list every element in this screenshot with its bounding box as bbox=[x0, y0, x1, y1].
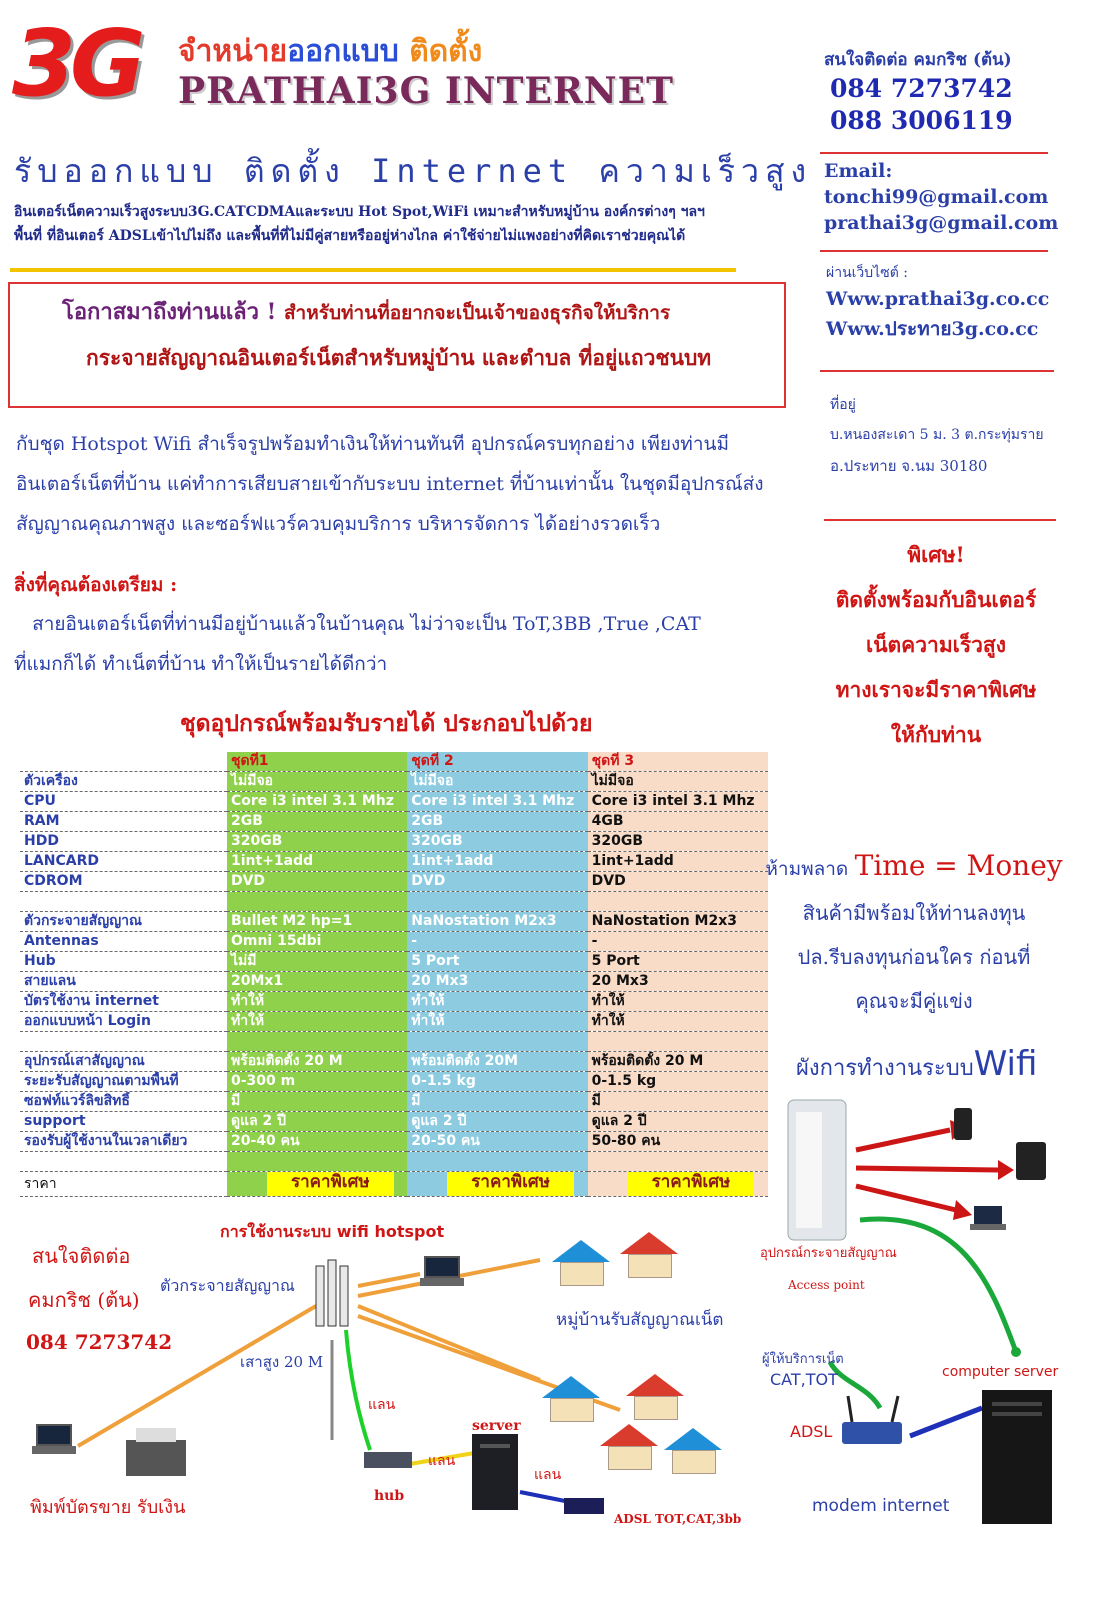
wifi-arrow bbox=[856, 1120, 1014, 1220]
package-3-cell: 0-1.5 kg bbox=[588, 1072, 768, 1092]
access-point-icon bbox=[788, 1100, 846, 1240]
lan-label: แลน bbox=[534, 1467, 562, 1483]
opportunity-box bbox=[8, 282, 786, 408]
package-3-cell bbox=[588, 1152, 768, 1172]
printer-label: พิมพ์บัตรขาย รับเงิน bbox=[30, 1497, 186, 1518]
package-3-cell: 5 Port bbox=[588, 952, 768, 972]
package-2-cell: ทำให้ bbox=[407, 1012, 587, 1032]
divider bbox=[824, 519, 1056, 521]
ap-sub-label: Access point bbox=[788, 1278, 865, 1292]
package-3-cell: ทำให้ bbox=[588, 992, 768, 1012]
page-headline: รับออกแบบ ติดตั้ง Internet ความเร็วสูง bbox=[14, 152, 813, 190]
package-1-cell: 20-40 คน bbox=[227, 1132, 407, 1152]
laptop-icon bbox=[970, 1206, 1006, 1230]
row-label: RAM bbox=[20, 812, 227, 832]
router-icon bbox=[842, 1396, 902, 1444]
table-row bbox=[20, 792, 768, 812]
package-2-cell bbox=[407, 1152, 587, 1172]
package-1-cell: Core i3 intel 3.1 Mhz bbox=[227, 792, 407, 812]
package-1-cell: 0-300 m bbox=[227, 1072, 407, 1092]
package-table-title: ชุดอุปกรณ์พร้อมรับรายได้ ประกอบไปด้วย bbox=[180, 710, 593, 737]
lan-label: แลน bbox=[428, 1453, 456, 1469]
package-1-cell: Bullet M2 hp=1 bbox=[227, 912, 407, 932]
lan-label: แลน bbox=[368, 1397, 396, 1413]
special-offer bbox=[820, 532, 1052, 757]
package-2-cell: 320GB bbox=[407, 832, 587, 852]
connection-line bbox=[78, 1306, 316, 1446]
distributor-label: ตัวกระจายสัญญาณ bbox=[160, 1276, 295, 1295]
special-price-button[interactable]: ราคาพิเศษ bbox=[628, 1172, 755, 1197]
wifi-title-word: Wifi bbox=[973, 1044, 1038, 1084]
ap-label: อุปกรณ์กระจายสัญญาณ bbox=[760, 1246, 897, 1261]
adsl-label: ADSL bbox=[790, 1422, 833, 1441]
package-3-cell: 320GB bbox=[588, 832, 768, 852]
opportunity-lead: โอกาสมาถึงท่านแล้ว ! bbox=[62, 299, 277, 325]
tagline-design: ออกแบบ bbox=[287, 34, 399, 69]
description-line-1: กับชุด Hotspot Wifi สำเร็จรูปพร้อมทำเงินให้ท่านทันที อุปกรณ์ครบทุกอย่าง เพียงท่านมี bbox=[16, 433, 730, 455]
row-label: ตัวกระจายสัญญาณ bbox=[20, 912, 227, 932]
package-3-cell: ไม่มีจอ bbox=[588, 772, 768, 792]
opportunity-line-2: กระจายสัญญาณอินเตอร์เน็ตสำหรับหมู่บ้าน และตำบล ที่อยู่แถวชนบท bbox=[86, 345, 712, 370]
brand-logo-3g: 3G bbox=[12, 10, 140, 117]
package-1-cell: พร้อมติดตั้ง 20 M bbox=[227, 1052, 407, 1072]
isp-label: ผู้ให้บริการเน็ต bbox=[762, 1352, 844, 1367]
hotspot-diagram-title: การใช้งานระบบ wifi hotspot bbox=[220, 1222, 445, 1241]
contact-callout-phone[interactable]: 084 7273742 bbox=[26, 1330, 173, 1354]
website-label: ผ่านเว็บไซต์ : bbox=[826, 265, 908, 281]
tablet-icon bbox=[1016, 1142, 1046, 1180]
package-1-cell: Omni 15dbi bbox=[227, 932, 407, 952]
package-3-cell: พร้อมติดตั้ง 20 M bbox=[588, 1052, 768, 1072]
package-3-cell: DVD bbox=[588, 872, 768, 892]
row-label bbox=[20, 892, 227, 912]
special-line-2: ติดตั้งพร้อมกับอินเตอร์ bbox=[835, 587, 1037, 612]
adsl-provider-label: ADSL TOT,CAT,3bb bbox=[614, 1512, 742, 1526]
row-label bbox=[20, 1032, 227, 1052]
connection-line bbox=[910, 1408, 982, 1436]
price-cell bbox=[588, 1172, 768, 1197]
email-link-2[interactable]: prathai3g@gmail.com bbox=[824, 212, 1059, 234]
package-1-cell: ไม่มี bbox=[227, 952, 407, 972]
modem-label: modem internet bbox=[812, 1496, 950, 1516]
description-line-3: สัญญาณคุณภาพสูง และซอร์ฟแวร์ควบคุมบริการ บริหารจัดการ ได้อย่างรวดเร็ว bbox=[16, 513, 661, 535]
promo-dont-miss: ห้ามพลาด bbox=[765, 858, 849, 880]
contact-callout-2: คมกริช (ต้น) bbox=[28, 1288, 140, 1312]
package-2-cell: ชุดที่ 2 bbox=[407, 752, 587, 772]
row-label: ระยะรับสัญญาณตามพื้นที่ bbox=[20, 1072, 227, 1092]
package-2-cell: ไม่มีจอ bbox=[407, 772, 587, 792]
table-row bbox=[20, 1012, 768, 1032]
package-2-cell: ทำให้ bbox=[407, 992, 587, 1012]
promo-line-3: ปล.รีบลงทุนก่อนใคร ก่อนที่ bbox=[797, 945, 1031, 969]
price-row bbox=[20, 1172, 768, 1197]
package-2-cell: DVD bbox=[407, 872, 587, 892]
package-1-cell: ดูแล 2 ปี bbox=[227, 1112, 407, 1132]
package-3-cell: ชุดที่ 3 bbox=[588, 752, 768, 772]
intro-text bbox=[14, 200, 734, 248]
package-1-cell: 20Mx1 bbox=[227, 972, 407, 992]
package-2-cell: 1int+1add bbox=[407, 852, 587, 872]
row-label: CDROM bbox=[20, 872, 227, 892]
tagline-sell: จำหน่าย bbox=[178, 34, 288, 69]
brand-name: PRATHAI3G INTERNET bbox=[178, 70, 674, 112]
table-row bbox=[20, 952, 768, 972]
table-row bbox=[20, 972, 768, 992]
package-3-cell: 1int+1add bbox=[588, 852, 768, 872]
mast-label: เสาสูง 20 M bbox=[240, 1353, 324, 1371]
router-icon bbox=[564, 1498, 604, 1514]
divider bbox=[10, 268, 736, 272]
row-label: อุปกรณ์เสาสัญญาณ bbox=[20, 1052, 227, 1072]
email-link-1[interactable]: tonchi99@gmail.com bbox=[824, 186, 1049, 208]
package-3-cell: มี bbox=[588, 1092, 768, 1112]
divider bbox=[820, 250, 1048, 252]
row-label: Hub bbox=[20, 952, 227, 972]
table-row bbox=[20, 1092, 768, 1112]
connection-line bbox=[346, 1330, 370, 1450]
village-label: หมู่บ้านรับสัญญาณเน็ต bbox=[556, 1310, 724, 1330]
table-row bbox=[20, 872, 768, 892]
tagline-install: ติดตั้ง bbox=[409, 34, 483, 69]
package-3-cell bbox=[588, 1032, 768, 1052]
email-label: Email: bbox=[824, 160, 893, 182]
special-line-1: พิเศษ! bbox=[907, 542, 965, 567]
intro-line-1: อินเตอร์เน็ตความเร็วสูงระบบ3G.CATCDMAและระบบ Hot Spot,WiFi เหมาะสำหรับหมู่บ้าน องค์กรต่างๆ ฯลฯ bbox=[14, 204, 705, 220]
price-label: ราคา bbox=[20, 1172, 227, 1197]
package-3-cell: NaNostation M2x3 bbox=[588, 912, 768, 932]
package-2-cell bbox=[407, 892, 587, 912]
opportunity-line-1 bbox=[62, 294, 670, 329]
package-1-cell: DVD bbox=[227, 872, 407, 892]
promo-line-2: สินค้ามีพร้อมให้ท่านลงทุน bbox=[802, 901, 1026, 925]
special-price-button[interactable]: ราคาพิเศษ bbox=[267, 1172, 394, 1197]
package-2-cell: 0-1.5 kg bbox=[407, 1072, 587, 1092]
table-row bbox=[20, 932, 768, 952]
table-row bbox=[20, 1132, 768, 1152]
package-1-cell: ทำให้ bbox=[227, 992, 407, 1012]
server-label: computer server bbox=[942, 1364, 1059, 1380]
server-tower-icon bbox=[982, 1390, 1052, 1524]
promo-line-4: คุณจะมีคู่แข่ง bbox=[855, 989, 973, 1013]
divider bbox=[820, 370, 1054, 372]
package-2-cell: 20-50 คน bbox=[407, 1132, 587, 1152]
price-cell bbox=[407, 1172, 587, 1197]
package-1-cell: 2GB bbox=[227, 812, 407, 832]
special-line-3: เน็ตความเร็วสูง bbox=[866, 632, 1006, 657]
package-table bbox=[20, 752, 768, 1197]
package-3-cell bbox=[588, 892, 768, 912]
node-dot bbox=[1011, 1347, 1021, 1357]
table-row bbox=[20, 1052, 768, 1072]
package-1-cell bbox=[227, 1032, 407, 1052]
package-2-cell: NaNostation M2x3 bbox=[407, 912, 587, 932]
house-icon bbox=[624, 1232, 674, 1276]
contact-title: สนใจติดต่อ คมกริช (ต้น) bbox=[824, 50, 1012, 70]
website-link-1[interactable]: Www.prathai3g.co.cc bbox=[826, 288, 1050, 310]
package-3-cell: ทำให้ bbox=[588, 1012, 768, 1032]
price-cell bbox=[227, 1172, 407, 1197]
package-1-cell: ทำให้ bbox=[227, 1012, 407, 1032]
wifi-diagram-title bbox=[796, 1044, 1037, 1085]
special-price-button[interactable]: ราคาพิเศษ bbox=[447, 1172, 574, 1197]
package-1-cell bbox=[227, 892, 407, 912]
divider bbox=[820, 152, 1048, 154]
row-label bbox=[20, 1152, 227, 1172]
table-spacer bbox=[20, 1152, 768, 1172]
house-icon bbox=[668, 1428, 718, 1472]
package-1-cell: 320GB bbox=[227, 832, 407, 852]
package-2-cell: 20 Mx3 bbox=[407, 972, 587, 992]
package-1-cell: ชุดที่1 bbox=[227, 752, 407, 772]
row-label: Antennas bbox=[20, 932, 227, 952]
package-3-cell: 4GB bbox=[588, 812, 768, 832]
table-row bbox=[20, 772, 768, 792]
description bbox=[16, 424, 786, 544]
laptop-icon bbox=[32, 1424, 76, 1456]
row-label: รองรับผู้ใช้งานในเวลาเดียว bbox=[20, 1132, 227, 1152]
special-line-5: ให้กับท่าน bbox=[890, 722, 982, 747]
package-2-cell: - bbox=[407, 932, 587, 952]
row-label bbox=[20, 752, 227, 772]
special-line-4: ทางเราจะมีราคาพิเศษ bbox=[835, 677, 1037, 702]
isp-names: CAT,TOT bbox=[770, 1370, 838, 1389]
house-icon bbox=[630, 1374, 680, 1418]
address-line-2: อ.ประทาย จ.นม 30180 bbox=[830, 457, 988, 475]
server-icon bbox=[472, 1434, 518, 1510]
printer-icon bbox=[126, 1428, 186, 1476]
package-2-cell bbox=[407, 1032, 587, 1052]
contact-phone-1[interactable]: 084 7273742 bbox=[830, 74, 1013, 103]
table-spacer bbox=[20, 892, 768, 912]
package-1-cell: ไม่มีจอ bbox=[227, 772, 407, 792]
antenna-icon bbox=[316, 1260, 348, 1326]
package-1-cell: 1int+1add bbox=[227, 852, 407, 872]
prep-line-2: ที่แมกก็ได้ ทำเน็ตที่บ้าน ทำให้เป็นรายได้ดีกว่า bbox=[14, 653, 388, 675]
package-2-cell: มี bbox=[407, 1092, 587, 1112]
row-label: LANCARD bbox=[20, 852, 227, 872]
promo-block bbox=[764, 844, 1064, 1023]
description-line-2: อินเตอร์เน็ตที่บ้าน แค่ทำการเสียบสายเข้ากับระบบ internet ที่บ้านเท่านั้น ในชุดมีอุปกรณ์ส่ง bbox=[16, 473, 764, 495]
package-3-cell: 50-80 คน bbox=[588, 1132, 768, 1152]
package-2-cell: Core i3 intel 3.1 Mhz bbox=[407, 792, 587, 812]
address-line-1: บ.หนองสะเดา 5 ม. 3 ต.กระทุ่มราย bbox=[830, 427, 1044, 443]
contact-callout-1: สนใจติดต่อ bbox=[32, 1244, 131, 1268]
package-1-cell: มี bbox=[227, 1092, 407, 1112]
table-row bbox=[20, 912, 768, 932]
table-row bbox=[20, 812, 768, 832]
server-label: server bbox=[472, 1418, 521, 1434]
connection-line bbox=[860, 1219, 1016, 1352]
promo-slogan: Time = Money bbox=[854, 849, 1063, 882]
row-label: HDD bbox=[20, 832, 227, 852]
row-label: ออกแบบหน้า Login bbox=[20, 1012, 227, 1032]
website-link-2[interactable]: Www.ประทาย3g.co.cc bbox=[826, 318, 1039, 340]
table-row bbox=[20, 1072, 768, 1092]
row-label: ซอฟท์แวร์ลิขสิทธิ์ bbox=[20, 1092, 227, 1112]
hub-label: hub bbox=[374, 1488, 405, 1504]
table-row bbox=[20, 992, 768, 1012]
laptop-icon bbox=[420, 1256, 464, 1288]
table-row bbox=[20, 1112, 768, 1132]
wifi-title-text: ผังการทำงานระบบ bbox=[796, 1056, 974, 1081]
row-label: ตัวเครื่อง bbox=[20, 772, 227, 792]
phone-icon bbox=[954, 1108, 972, 1140]
table-spacer bbox=[20, 1032, 768, 1052]
address-label: ที่อยู่ bbox=[830, 397, 856, 413]
table-row bbox=[20, 852, 768, 872]
connection-line bbox=[520, 1492, 570, 1502]
package-2-cell: 2GB bbox=[407, 812, 587, 832]
opportunity-text: สำหรับท่านที่อยากจะเป็นเจ้าของธุรกิจให้บริการ bbox=[283, 302, 671, 324]
contact-phone-2[interactable]: 088 3006119 bbox=[830, 106, 1013, 135]
prep-text bbox=[14, 604, 774, 684]
house-icon bbox=[556, 1240, 606, 1284]
row-label: CPU bbox=[20, 792, 227, 812]
prep-title: สิ่งที่คุณต้องเตรียม : bbox=[14, 574, 178, 596]
hub-icon bbox=[364, 1452, 412, 1468]
package-2-cell: 5 Port bbox=[407, 952, 587, 972]
table-header-row bbox=[20, 752, 768, 772]
package-1-cell bbox=[227, 1152, 407, 1172]
row-label: สายแลน bbox=[20, 972, 227, 992]
house-icon bbox=[546, 1376, 596, 1420]
connection-line bbox=[358, 1306, 540, 1380]
package-3-cell: Core i3 intel 3.1 Mhz bbox=[588, 792, 768, 812]
package-2-cell: พร้อมติดตั้ง 20M bbox=[407, 1052, 587, 1072]
prep-line-1: สายอินเตอร์เน็ตที่ท่านมีอยู่บ้านแล้วในบ้านคุณ ไม่ว่าจะเป็น ToT,3BB ,True ,CAT bbox=[14, 613, 701, 635]
promo-line-1 bbox=[764, 844, 1064, 891]
package-3-cell: - bbox=[588, 932, 768, 952]
package-3-cell: 20 Mx3 bbox=[588, 972, 768, 992]
house-icon bbox=[604, 1424, 654, 1468]
row-label: support bbox=[20, 1112, 227, 1132]
brand-tagline bbox=[178, 28, 482, 75]
row-label: บัตรใช้งาน internet bbox=[20, 992, 227, 1012]
package-2-cell: ดูแล 2 ปี bbox=[407, 1112, 587, 1132]
intro-line-2: พื้นที่ ที่อินเตอร์ ADSLเข้าไปไม่ถึง และพื้นที่ที่ไม่มีคู่สายหรืออยู่ห่างไกล ค่าใช้จ่ายไม่แพงอย่างที่คิดเราช่วยคุณได้ bbox=[14, 228, 686, 244]
table-row bbox=[20, 832, 768, 852]
package-3-cell: ดูแล 2 ปี bbox=[588, 1112, 768, 1132]
